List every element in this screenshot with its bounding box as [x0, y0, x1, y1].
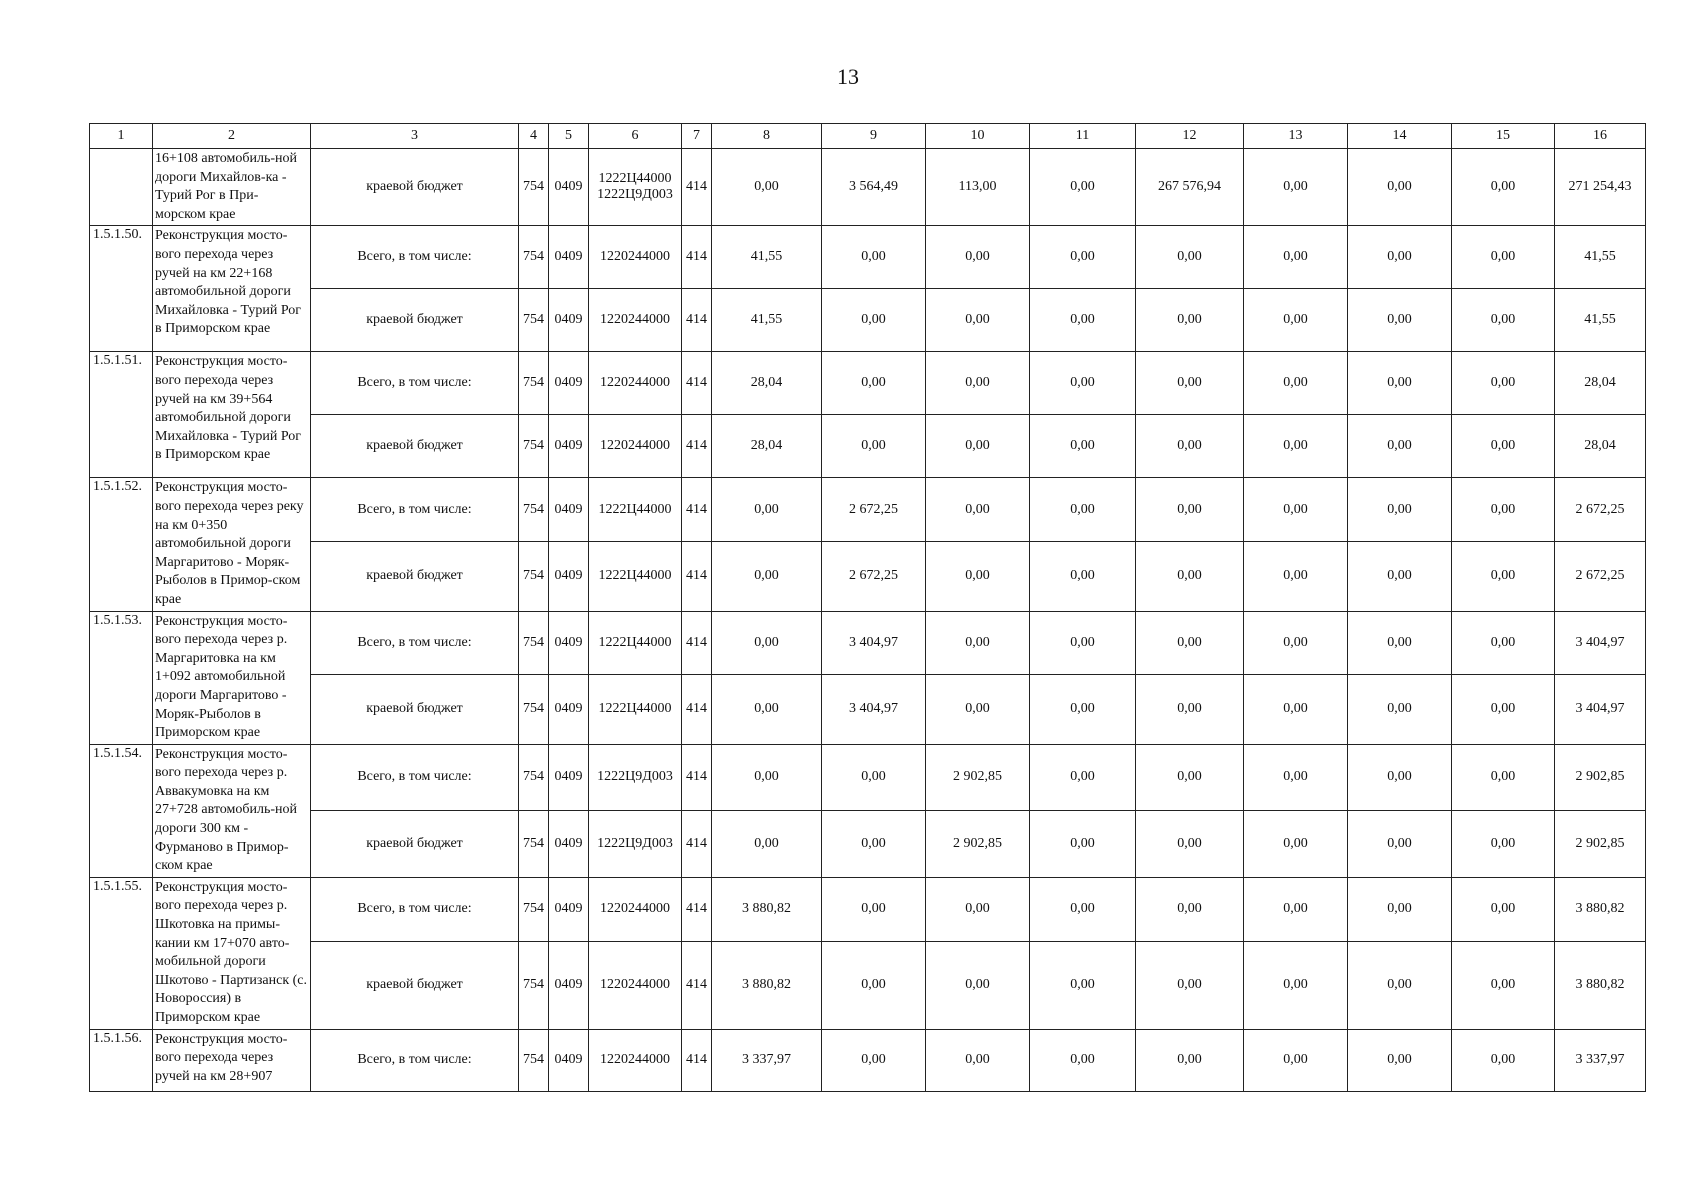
code-cell: 754	[519, 744, 549, 810]
amount-cell: 0,00	[1244, 877, 1348, 941]
amount-cell: 2 672,25	[1555, 542, 1646, 611]
code-cell: 414	[682, 542, 712, 611]
code-cell: 1220244000	[589, 289, 682, 352]
funding-source-cell: краевой бюджет	[311, 941, 519, 1029]
amount-cell: 0,00	[926, 611, 1030, 674]
amount-cell: 0,00	[822, 226, 926, 289]
code-cell: 754	[519, 149, 549, 226]
code-cell: 0409	[549, 542, 589, 611]
column-header: 4	[519, 124, 549, 149]
code-cell: 414	[682, 1029, 712, 1091]
amount-cell: 0,00	[1348, 611, 1452, 674]
table-row	[90, 415, 1646, 478]
amount-cell: 0,00	[1136, 415, 1244, 478]
table-row	[90, 674, 1646, 744]
amount-cell: 0,00	[1244, 289, 1348, 352]
amount-cell: 0,00	[822, 1029, 926, 1091]
page-number: 13	[837, 64, 859, 89]
amount-cell: 3 404,97	[1555, 611, 1646, 674]
item-number-cell: 1.5.1.53.	[90, 611, 153, 744]
amount-cell: 113,00	[926, 149, 1030, 226]
amount-cell: 0,00	[1136, 542, 1244, 611]
amount-cell: 0,00	[1348, 810, 1452, 877]
amount-cell: 0,00	[1244, 1029, 1348, 1091]
item-number-cell	[90, 149, 153, 226]
item-number-cell: 1.5.1.56.	[90, 1029, 153, 1091]
amount-cell: 0,00	[1030, 810, 1136, 877]
item-number-cell: 1.5.1.51.	[90, 352, 153, 478]
amount-cell: 3 404,97	[1555, 674, 1646, 744]
code-line: 1222Ц9Д003	[597, 187, 673, 203]
code-cell: 754	[519, 289, 549, 352]
code-cell: 1222Ц44000	[589, 542, 682, 611]
code-cell: 0409	[549, 941, 589, 1029]
amount-cell: 41,55	[1555, 226, 1646, 289]
amount-cell: 271 254,43	[1555, 149, 1646, 226]
column-header: 12	[1136, 124, 1244, 149]
item-name-cell: 16+108 автомобиль-ной дороги Михайлов-ка - Турий Рог в При-морском крае	[153, 149, 311, 226]
amount-cell: 3 880,82	[712, 877, 822, 941]
amount-cell: 0,00	[1348, 744, 1452, 810]
budget-table	[89, 123, 1646, 1092]
funding-source-cell: Всего, в том числе:	[311, 226, 519, 289]
code-cell: 1220244000	[589, 1029, 682, 1091]
amount-cell: 0,00	[1452, 1029, 1555, 1091]
amount-cell: 0,00	[1348, 674, 1452, 744]
amount-cell: 0,00	[1030, 744, 1136, 810]
code-cell: 754	[519, 542, 549, 611]
amount-cell: 0,00	[822, 810, 926, 877]
column-header: 7	[682, 124, 712, 149]
header-row	[90, 124, 1646, 149]
code-cell: 754	[519, 226, 549, 289]
amount-cell: 0,00	[1136, 289, 1244, 352]
amount-cell: 0,00	[1030, 877, 1136, 941]
amount-cell: 0,00	[926, 478, 1030, 542]
code-cell: 0409	[549, 744, 589, 810]
amount-cell: 3 337,97	[712, 1029, 822, 1091]
amount-cell: 0,00	[1136, 1029, 1244, 1091]
amount-cell: 0,00	[1244, 149, 1348, 226]
table-row	[90, 1029, 1646, 1091]
column-header: 5	[549, 124, 589, 149]
amount-cell: 0,00	[1452, 478, 1555, 542]
funding-source-cell: Всего, в том числе:	[311, 877, 519, 941]
funding-source-cell: Всего, в том числе:	[311, 744, 519, 810]
amount-cell: 0,00	[926, 877, 1030, 941]
amount-cell: 0,00	[822, 352, 926, 415]
funding-source-cell: краевой бюджет	[311, 149, 519, 226]
amount-cell: 3 564,49	[822, 149, 926, 226]
column-header: 3	[311, 124, 519, 149]
column-header: 2	[153, 124, 311, 149]
amount-cell: 2 672,25	[822, 478, 926, 542]
amount-cell: 41,55	[712, 289, 822, 352]
amount-cell: 0,00	[1348, 1029, 1452, 1091]
amount-cell: 2 902,85	[926, 744, 1030, 810]
amount-cell: 0,00	[1348, 478, 1452, 542]
amount-cell: 0,00	[1452, 352, 1555, 415]
amount-cell: 0,00	[822, 744, 926, 810]
code-cell: 414	[682, 744, 712, 810]
item-number-cell: 1.5.1.50.	[90, 226, 153, 352]
amount-cell: 0,00	[1244, 810, 1348, 877]
column-header: 11	[1030, 124, 1136, 149]
amount-cell: 2 672,25	[1555, 478, 1646, 542]
amount-cell: 0,00	[926, 674, 1030, 744]
code-cell: 754	[519, 674, 549, 744]
amount-cell: 0,00	[1452, 149, 1555, 226]
amount-cell: 0,00	[1452, 542, 1555, 611]
amount-cell: 28,04	[712, 352, 822, 415]
amount-cell: 0,00	[712, 542, 822, 611]
amount-cell: 0,00	[1244, 611, 1348, 674]
amount-cell: 2 672,25	[822, 542, 926, 611]
amount-cell: 0,00	[926, 1029, 1030, 1091]
code-cell: 1220244000	[589, 415, 682, 478]
funding-source-cell: краевой бюджет	[311, 542, 519, 611]
amount-cell: 0,00	[1244, 415, 1348, 478]
code-cell: 0409	[549, 149, 589, 226]
code-cell: 1220244000	[589, 226, 682, 289]
amount-cell: 0,00	[1348, 226, 1452, 289]
code-cell: 414	[682, 352, 712, 415]
table-row	[90, 478, 1646, 542]
amount-cell: 0,00	[1348, 149, 1452, 226]
amount-cell: 0,00	[1452, 289, 1555, 352]
code-cell: 1220244000	[589, 877, 682, 941]
code-line: 1222Ц44000	[598, 171, 672, 187]
code-cell: 754	[519, 352, 549, 415]
code-cell: 754	[519, 810, 549, 877]
amount-cell: 0,00	[1030, 941, 1136, 1029]
code-cell: 0409	[549, 226, 589, 289]
table-row	[90, 352, 1646, 415]
table-row	[90, 611, 1646, 674]
code-cell: 754	[519, 877, 549, 941]
column-header: 16	[1555, 124, 1646, 149]
amount-cell: 0,00	[1452, 810, 1555, 877]
amount-cell: 0,00	[1030, 1029, 1136, 1091]
code-cell: 1222Ц9Д003	[589, 744, 682, 810]
amount-cell: 0,00	[1244, 941, 1348, 1029]
item-name-cell: Реконструкция мосто-вого перехода через ручей на км 22+168 автомобильной дороги Михайловка - Турий Рог в Приморском крае	[153, 226, 311, 352]
column-header: 13	[1244, 124, 1348, 149]
amount-cell: 3 404,97	[822, 611, 926, 674]
code-cell: 754	[519, 1029, 549, 1091]
code-cell: 414	[682, 941, 712, 1029]
column-header: 15	[1452, 124, 1555, 149]
amount-cell: 2 902,85	[1555, 744, 1646, 810]
table-row	[90, 542, 1646, 611]
funding-source-cell: краевой бюджет	[311, 810, 519, 877]
amount-cell: 0,00	[926, 542, 1030, 611]
funding-source-cell: Всего, в том числе:	[311, 1029, 519, 1091]
amount-cell: 0,00	[1348, 289, 1452, 352]
amount-cell: 0,00	[1452, 611, 1555, 674]
code-cell: 0409	[549, 289, 589, 352]
code-cell: 1220244000	[589, 352, 682, 415]
code-cell: 0409	[549, 877, 589, 941]
amount-cell: 0,00	[1136, 674, 1244, 744]
amount-cell: 28,04	[1555, 415, 1646, 478]
amount-cell: 0,00	[712, 611, 822, 674]
code-cell: 0409	[549, 611, 589, 674]
item-name-cell: Реконструкция мосто-вого перехода через р. Шкотовка на примы-кании км 17+070 авто-мобильной дороги Шкотово - Партизанск (с. Новороссия) в Приморском крае	[153, 877, 311, 1029]
amount-cell: 0,00	[712, 810, 822, 877]
code-cell: 1222Ц44000	[589, 611, 682, 674]
code-cell: 414	[682, 810, 712, 877]
item-number-cell: 1.5.1.55.	[90, 877, 153, 1029]
amount-cell: 41,55	[1555, 289, 1646, 352]
amount-cell: 0,00	[1030, 226, 1136, 289]
amount-cell: 0,00	[1136, 941, 1244, 1029]
amount-cell: 0,00	[1244, 352, 1348, 415]
column-header: 8	[712, 124, 822, 149]
amount-cell: 0,00	[1452, 941, 1555, 1029]
amount-cell: 0,00	[822, 415, 926, 478]
code-cell: 414	[682, 674, 712, 744]
amount-cell: 0,00	[1348, 415, 1452, 478]
amount-cell: 3 404,97	[822, 674, 926, 744]
table-row	[90, 226, 1646, 289]
table-row	[90, 810, 1646, 877]
code-cell: 754	[519, 415, 549, 478]
code-cell: 1222Ц44000	[589, 674, 682, 744]
amount-cell: 0,00	[1136, 744, 1244, 810]
amount-cell: 0,00	[1030, 478, 1136, 542]
amount-cell: 0,00	[1030, 289, 1136, 352]
code-cell: 0409	[549, 415, 589, 478]
code-cell: 414	[682, 478, 712, 542]
code-cell: 414	[682, 611, 712, 674]
amount-cell: 0,00	[1452, 226, 1555, 289]
amount-cell: 0,00	[1136, 478, 1244, 542]
code-cell: 0409	[549, 674, 589, 744]
amount-cell: 0,00	[926, 415, 1030, 478]
amount-cell: 0,00	[822, 941, 926, 1029]
amount-cell: 0,00	[1452, 877, 1555, 941]
code-cell: 414	[682, 226, 712, 289]
amount-cell: 0,00	[1136, 810, 1244, 877]
amount-cell: 0,00	[1244, 226, 1348, 289]
amount-cell: 0,00	[926, 352, 1030, 415]
code-cell: 754	[519, 478, 549, 542]
amount-cell: 3 337,97	[1555, 1029, 1646, 1091]
item-name-cell: Реконструкция мосто-вого перехода через реку на км 0+350 автомобильной дороги Маргаритово - Моряк-Рыболов в Примор-ском крае	[153, 478, 311, 611]
amount-cell: 28,04	[712, 415, 822, 478]
amount-cell: 0,00	[1136, 877, 1244, 941]
code-cell: 1220244000	[589, 941, 682, 1029]
amount-cell: 0,00	[1452, 415, 1555, 478]
funding-source-cell: Всего, в том числе:	[311, 611, 519, 674]
code-cell: 1222Ц9Д003	[589, 810, 682, 877]
amount-cell: 0,00	[1136, 226, 1244, 289]
amount-cell: 0,00	[1030, 415, 1136, 478]
code-cell: 414	[682, 877, 712, 941]
code-cell: 754	[519, 611, 549, 674]
amount-cell: 0,00	[1244, 674, 1348, 744]
code-cell: 0409	[549, 810, 589, 877]
amount-cell: 0,00	[926, 289, 1030, 352]
item-number-cell: 1.5.1.54.	[90, 744, 153, 877]
amount-cell: 0,00	[1452, 674, 1555, 744]
column-header: 1	[90, 124, 153, 149]
amount-cell: 0,00	[1244, 744, 1348, 810]
amount-cell: 0,00	[1244, 478, 1348, 542]
column-header: 6	[589, 124, 682, 149]
amount-cell: 0,00	[1136, 352, 1244, 415]
amount-cell: 0,00	[926, 226, 1030, 289]
column-header: 9	[822, 124, 926, 149]
funding-source-cell: Всего, в том числе:	[311, 478, 519, 542]
funding-source-cell: краевой бюджет	[311, 415, 519, 478]
table-row	[90, 941, 1646, 1029]
amount-cell: 0,00	[926, 941, 1030, 1029]
code-cell: 0409	[549, 1029, 589, 1091]
amount-cell: 0,00	[1030, 674, 1136, 744]
amount-cell: 0,00	[1136, 611, 1244, 674]
amount-cell: 0,00	[1030, 611, 1136, 674]
amount-cell: 3 880,82	[712, 941, 822, 1029]
item-name-cell: Реконструкция мосто-вого перехода через р. Маргаритовка на км 1+092 автомобильной дороги Маргаритово - Моряк-Рыболов в Приморском крае	[153, 611, 311, 744]
item-name-cell: Реконструкция мосто-вого перехода через ручей на км 28+907	[153, 1029, 311, 1091]
amount-cell: 0,00	[822, 289, 926, 352]
code-cell: 754	[519, 941, 549, 1029]
amount-cell: 0,00	[1452, 744, 1555, 810]
code-cell: 414	[682, 289, 712, 352]
funding-source-cell: краевой бюджет	[311, 289, 519, 352]
code-cell: 0409	[549, 478, 589, 542]
amount-cell: 0,00	[1030, 352, 1136, 415]
funding-source-cell: краевой бюджет	[311, 674, 519, 744]
amount-cell: 0,00	[1348, 941, 1452, 1029]
amount-cell: 2 902,85	[1555, 810, 1646, 877]
item-name-cell: Реконструкция мосто-вого перехода через р. Аввакумовка на км 27+728 автомобиль-ной дороги 300 км - Фурманово в Примор-ском крае	[153, 744, 311, 877]
item-number-cell: 1.5.1.52.	[90, 478, 153, 611]
column-header: 14	[1348, 124, 1452, 149]
amount-cell: 2 902,85	[926, 810, 1030, 877]
amount-cell: 0,00	[1030, 542, 1136, 611]
amount-cell: 3 880,82	[1555, 941, 1646, 1029]
code-cell: 414	[682, 149, 712, 226]
funding-source-cell: Всего, в том числе:	[311, 352, 519, 415]
amount-cell: 0,00	[712, 149, 822, 226]
table-row	[90, 877, 1646, 941]
amount-cell: 267 576,94	[1136, 149, 1244, 226]
amount-cell: 0,00	[1030, 149, 1136, 226]
amount-cell: 41,55	[712, 226, 822, 289]
amount-cell: 0,00	[712, 674, 822, 744]
code-cell: 0409	[549, 352, 589, 415]
amount-cell: 0,00	[1348, 352, 1452, 415]
code-cell: 414	[682, 415, 712, 478]
amount-cell: 0,00	[1348, 877, 1452, 941]
amount-cell: 0,00	[712, 744, 822, 810]
table-row	[90, 744, 1646, 810]
amount-cell: 3 880,82	[1555, 877, 1646, 941]
column-header: 10	[926, 124, 1030, 149]
amount-cell: 0,00	[712, 478, 822, 542]
item-name-cell: Реконструкция мосто-вого перехода через ручей на км 39+564 автомобильной дороги Михайловка - Турий Рог в Приморском крае	[153, 352, 311, 478]
table-row	[90, 149, 1646, 226]
table-row	[90, 289, 1646, 352]
amount-cell: 0,00	[1348, 542, 1452, 611]
amount-cell: 0,00	[1244, 542, 1348, 611]
amount-cell: 28,04	[1555, 352, 1646, 415]
amount-cell: 0,00	[822, 877, 926, 941]
code-cell	[589, 149, 682, 226]
code-cell: 1222Ц44000	[589, 478, 682, 542]
